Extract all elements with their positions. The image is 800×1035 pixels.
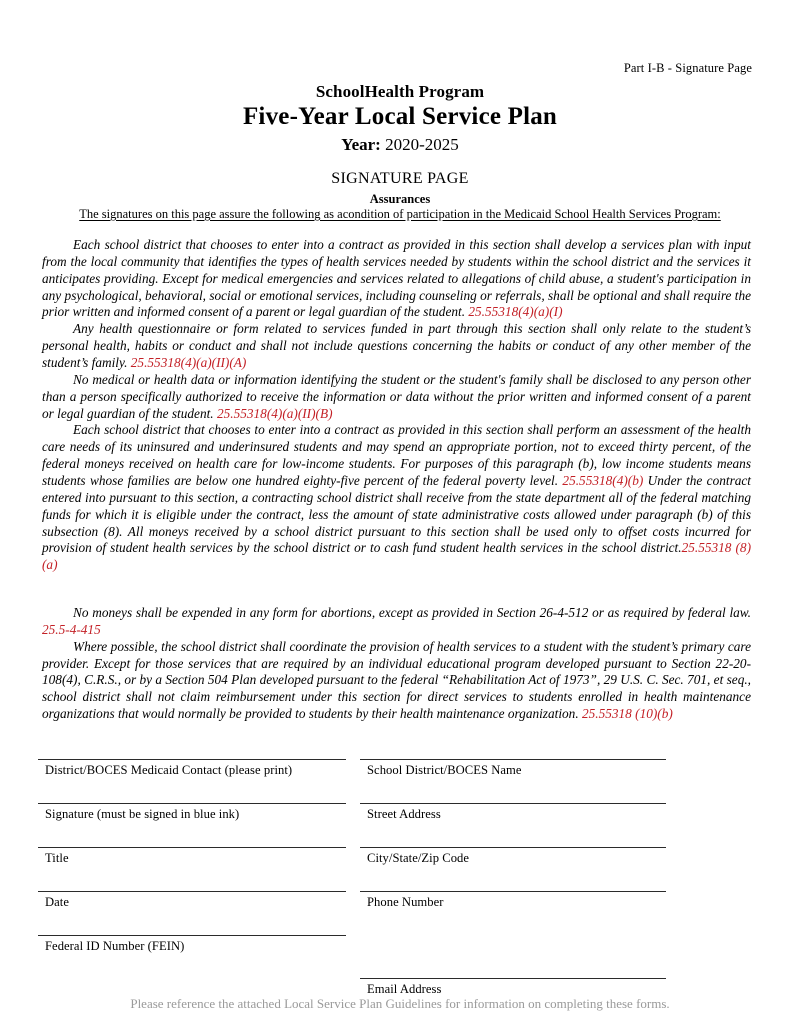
signature-field-label: District/BOCES Medicaid Contact (please print) — [45, 763, 293, 777]
signature-field-label: Signature (must be signed in blue ink) — [45, 807, 240, 821]
page-kind-heading: SIGNATURE PAGE — [331, 169, 469, 187]
signature-field-title[interactable] — [38, 847, 346, 866]
assurance-paragraph-4-text-part-1: Each school district that chooses to enter into a contract as provided in this section shall perform an assessment of the health care needs of its uninsured and underinsured students and may spend an appropriate portion, not to exceed thirty percent, of the federal moneys received on health care for low-income students. For purposes of this paragraph (b), low income students means students whose families are below one hundred eighty-five percent of the federal poverty level. — [42, 422, 751, 489]
signature-field-label: City/State/Zip Code — [367, 851, 470, 865]
signature-field-label: Federal ID Number (FEIN) — [45, 939, 185, 953]
assurance-paragraph-6-citation: 25.55318 (10)(b) — [581, 706, 673, 722]
signature-field-district-name[interactable] — [360, 759, 666, 778]
signature-field-medicaid-contact[interactable] — [38, 759, 346, 778]
signature-field-street-address[interactable] — [360, 803, 666, 822]
signature-field-label: Date — [45, 895, 69, 909]
assurance-paragraph-4-citation-1: 25.55318(4)(b) — [562, 473, 644, 489]
assurances-statement-text: The signatures on this page assure the following as acondition of participation in the Medicaid School Health Services Program: — [79, 207, 721, 221]
signature-field-signature[interactable] — [38, 803, 346, 822]
program-name: SchoolHealth Program — [315, 82, 485, 101]
assurance-paragraph-3-text: No medical or health data or information identifying the student or the student's family shall be disclosed to any person other than a person specifically authorized to receive the information or data without the prior written and informed consent of a parent or legal guardian of the student. — [42, 371, 751, 421]
assurance-paragraph-4-citation-2: 25.55318 (8) (a) — [42, 540, 751, 573]
footer-note: Please reference the attached Local Service Plan Guidelines for information on completing these forms. — [130, 996, 670, 1011]
signature-field-label: School District/BOCES Name — [367, 763, 522, 777]
signature-field-phone-number[interactable] — [360, 891, 666, 910]
page-title: Five-Year Local Service Plan — [242, 103, 558, 131]
running-header: Part I-B - Signature Page — [623, 61, 752, 75]
assurance-paragraph-1-text: Each school district that chooses to enter into a contract as provided in this section shall develop a services plan with input from the local community that identifies the types of health services needed by students within the school district and the services it anticipates providing. Except for medical emergencies and services related to allegations of child abuse, a student's participation in any psychological, behavioral, social or emotional services, including counseling or referrals, shall be optional and shall require the prior written and informed consent of a parent or legal guardian of the student. — [42, 237, 751, 320]
assurance-paragraph-1-citation: 25.55318(4)(a)(I) — [468, 304, 563, 320]
signature-field-label: Street Address — [367, 807, 441, 821]
year-value: 2020-2025 — [385, 134, 459, 154]
signature-field-city-state-zip[interactable] — [360, 847, 666, 866]
assurance-paragraph-6-text: Where possible, the school district shall coordinate the provision of health services to a student with the student’s primary care provider. Except for those services that are required by an individual educational program developed pursuant to Section 22-20-108(4), C.R.S., or by a Section 504 Plan developed pursuant to the federal “Rehabilitation Act of 1973”, 29 U.S. C. Sec. 701, et seq., school district shall not claim reimbursement under this section for direct services to students enrolled in health maintenance organizations that would normally be provided to students by their health maintenance organization. — [42, 638, 751, 722]
signature-field-date[interactable] — [38, 891, 346, 910]
assurance-paragraph-5-citation: 25.5-4-415 — [42, 621, 101, 637]
assurance-paragraph-2-text: Any health questionnaire or form related to services funded in part through this section shall only relate to the student’s personal health, habits or conduct and shall not include questions concerning the habits or conduct of any other member of the student’s family. — [42, 321, 751, 371]
assurances-heading: Assurances — [369, 192, 431, 206]
signature-field-email-address[interactable] — [360, 978, 666, 997]
assurance-paragraph-4-text-part-2: Under the contract entered into pursuant to this section, a contracting school district shall receive from the state department all of the federal matching funds for which it is eligible under the contract, less the amount of state administrative costs allowed under paragraph (b) of this subsection (8). All moneys received by a school district pursuant to this section shall be used only to offset costs incurred for provision of student health services by the school district or to cash fund student health services in the school district. — [42, 473, 751, 556]
assurance-paragraph-5-text: No moneys shall be expended in any form for abortions, except as provided in Section 26-4-512 or as required by federal law. — [73, 605, 751, 620]
signature-field-federal-id[interactable] — [38, 935, 346, 954]
year-label: Year: — [341, 134, 381, 154]
signature-field-label: Email Address — [367, 982, 442, 996]
signature-field-label: Title — [45, 851, 69, 865]
signature-field-label: Phone Number — [367, 895, 444, 909]
assurance-paragraph-2-citation: 25.55318(4)(a)(II)(A) — [130, 355, 247, 371]
assurance-paragraph-3-citation: 25.55318(4)(a)(II)(B) — [216, 405, 333, 421]
